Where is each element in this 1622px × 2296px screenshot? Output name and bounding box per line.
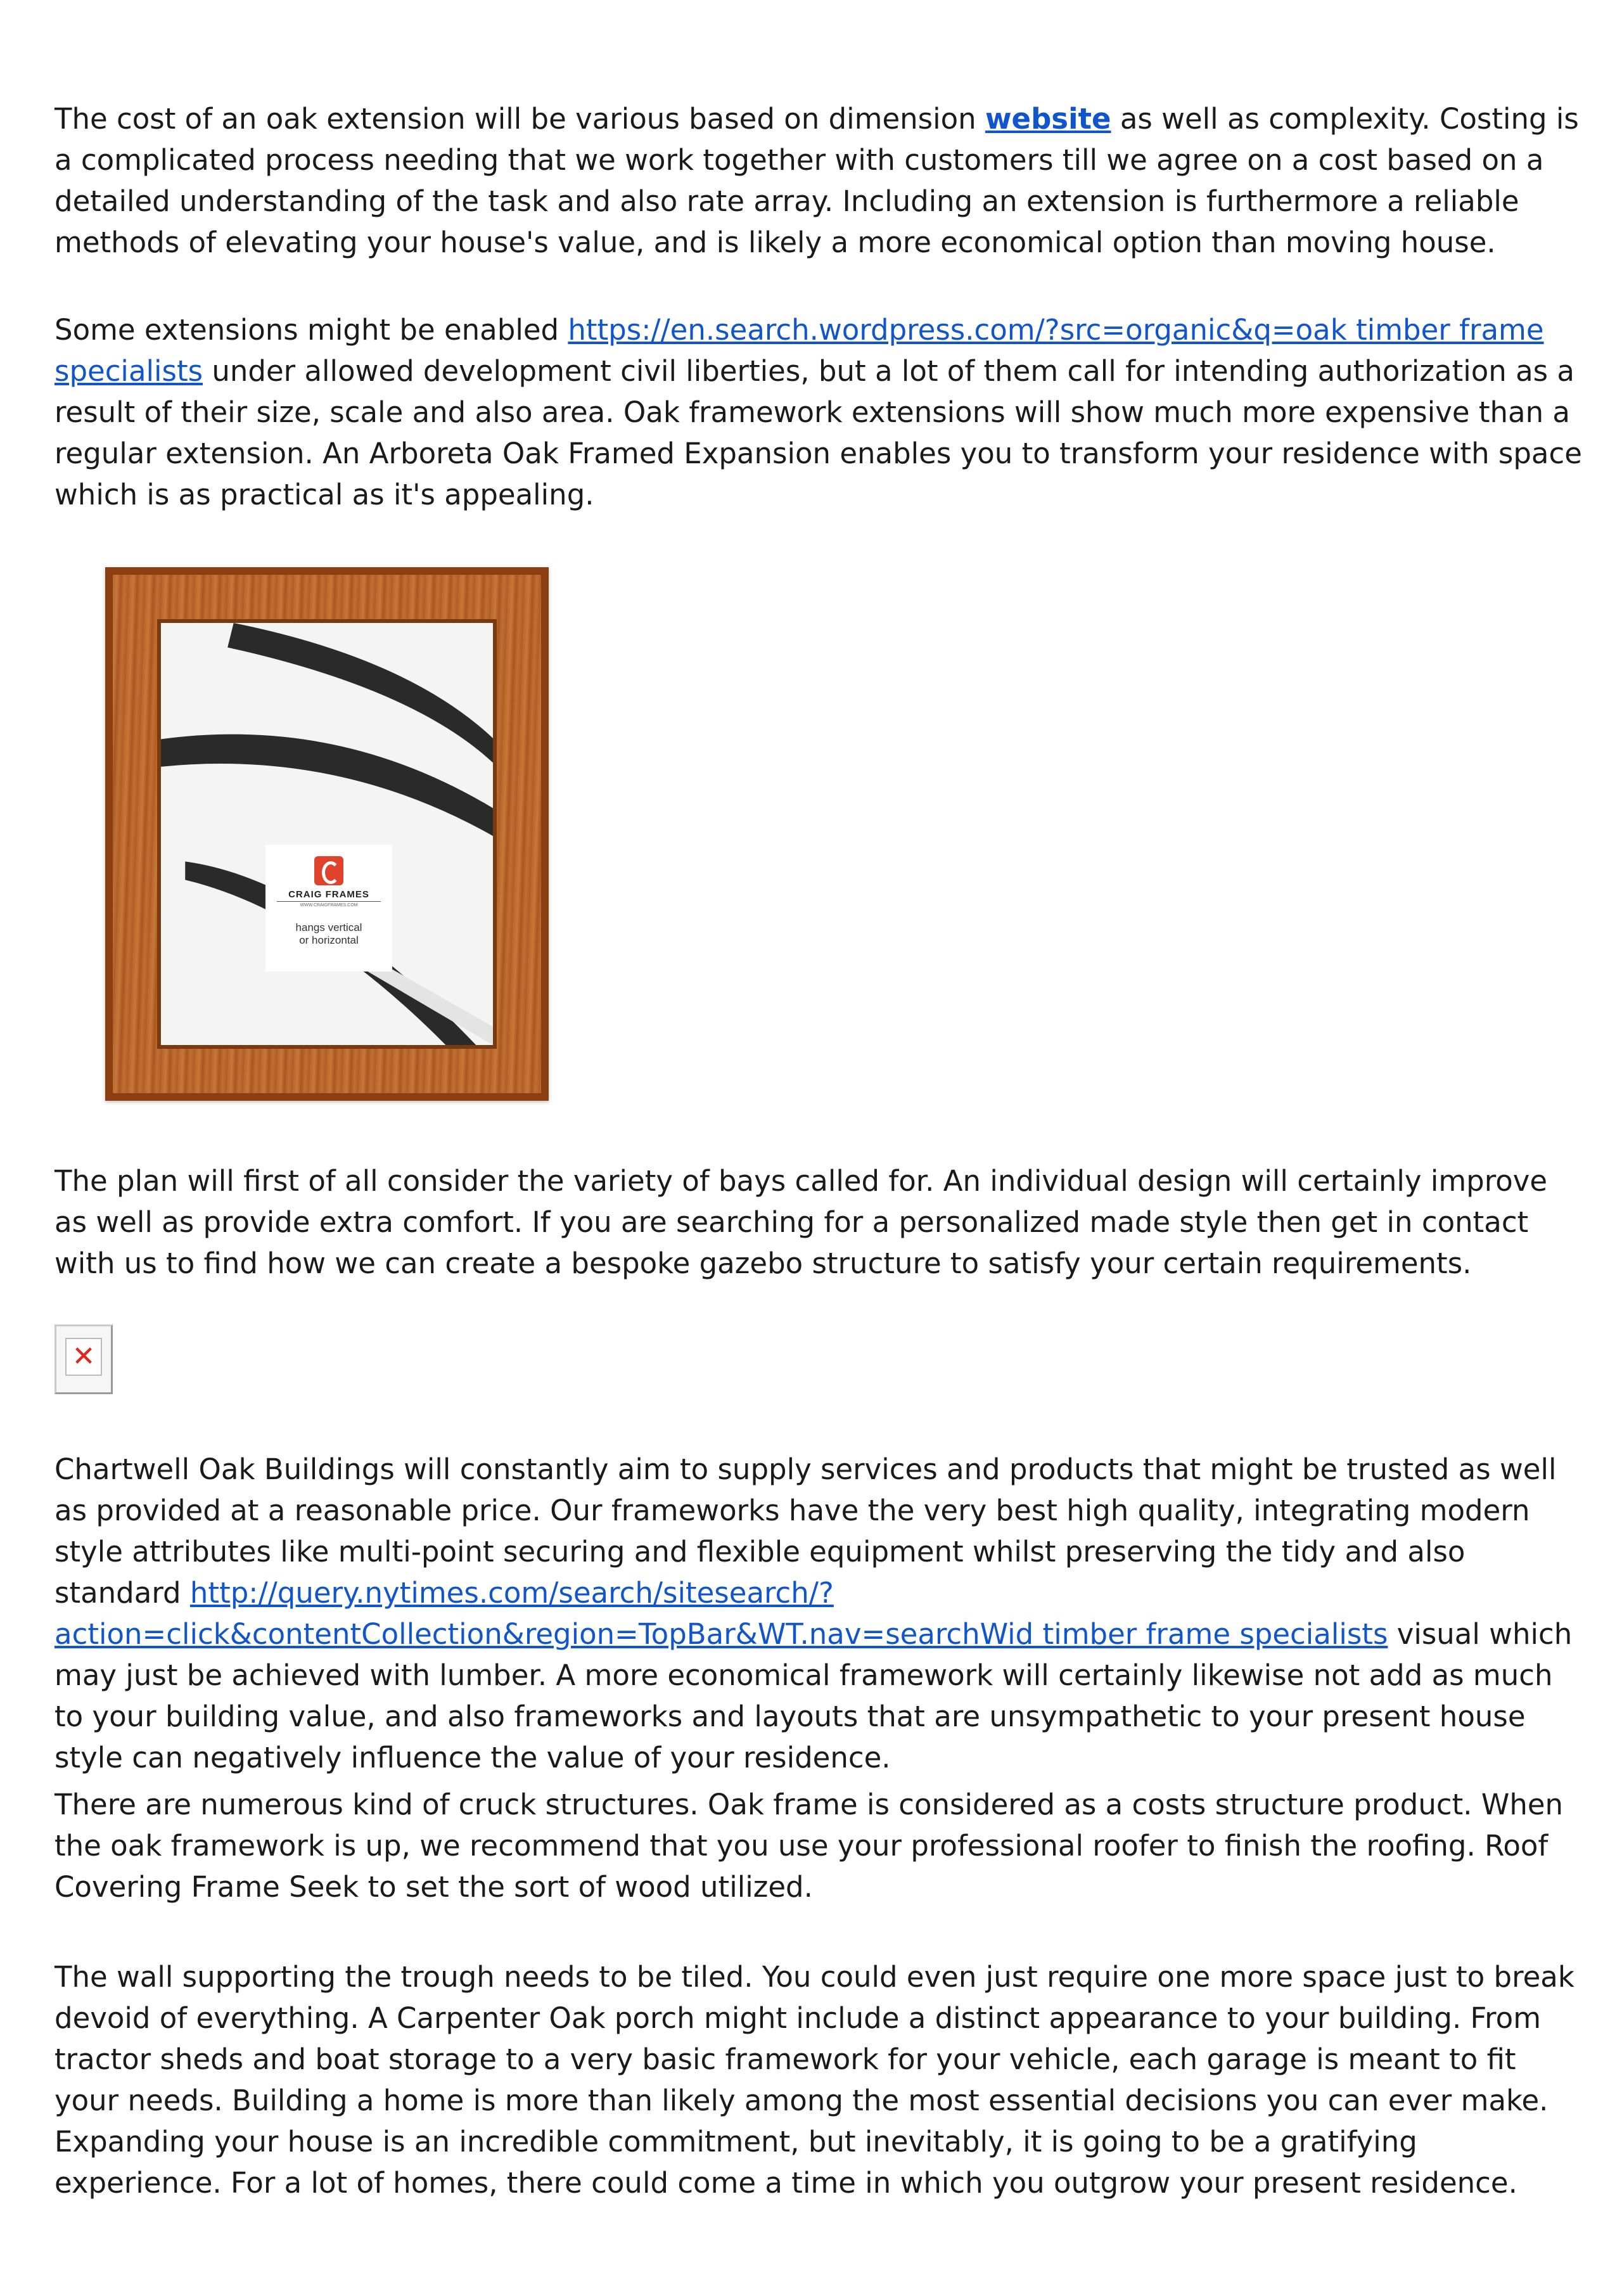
broken-image-placeholder	[54, 1324, 113, 1394]
frame-inner-moulding	[157, 619, 497, 1049]
paragraph-2	[54, 309, 1588, 515]
broken-image-icon: ✕	[65, 1338, 102, 1376]
paragraph-1	[54, 98, 1588, 263]
nytimes-search-link[interactable]: http://query.nytimes.com/search/sitesearch/?action=click&contentCollection&region=TopBar&WT.nav=searchWid timber frame specialists	[54, 1576, 1388, 1651]
paragraph-6: The wall supporting the trough needs to be tiled. You could even just require one more space just to break devoid of everything. A Carpenter Oak porch might include a distinct appearance to your building. From tractor sheds and boat storage to a very basic framework for your vehicle, each garage is meant to fit your needs. Building a home is more than likely among the most essential decisions you can ever make. Expanding your house is an incredible commitment, but inevitably, it is going to be a gratifying experience. For a lot of homes, there could come a time in which you outgrow your present residence.	[54, 1960, 1574, 2200]
brand-url: WWW.CRAIGFRAMES.COM	[300, 903, 358, 907]
product-label-card	[265, 845, 392, 972]
paragraph-5: There are numerous kind of cruck structures. Oak frame is considered as a costs structure product. When the oak framework is up, we recommend that you use your professional roofer to finish the roofing. Roof Covering Frame Seek to set the sort of wood utilized.	[54, 1788, 1564, 1904]
paragraph-2-text-before: Some extensions might be enabled	[54, 313, 568, 347]
frame-mat	[161, 623, 493, 1045]
hang-caption-line-1: hangs vertical	[295, 921, 362, 933]
paragraph-3: The plan will first of all consider the variety of bays called for. An individual design will certainly improve as well as provide extra comfort. If you are searching for a personalized made style then get in contact with us to find how we can create a bespoke gazebo structure to satisfy your certain requirements.	[54, 1164, 1548, 1280]
paragraph-1-text-after: as well as complexity. Costing is a complicated process needing that we work together with customers till we agree on a cost based on a detailed understanding of the task and also rate array. Including an extension is furthermore a reliable methods of elevating your house's value, and is likely a more economical option than moving house.	[54, 102, 1579, 259]
paragraph-1-text-before: The cost of an oak extension will be various based on dimension	[54, 102, 985, 136]
craig-frames-logo-icon	[314, 856, 343, 885]
paragraph-4-text-after: visual which may just be achieved with lumber. A more economical framework will certainly likewise not add as much to your building value, and also frameworks and layouts that are unsympathetic to your present house style can negatively influence the value of your residence.	[54, 1617, 1573, 1774]
website-link[interactable]: website	[985, 102, 1111, 136]
wordpress-search-link[interactable]: https://en.search.wordpress.com/?src=organic&q=oak timber frame specialists	[54, 313, 1544, 388]
paragraph-4-text-before: Chartwell Oak Buildings will constantly aim to supply services and products that might be trusted as well as provided at a reasonable price. Our frameworks have the very best high quality, integrating modern style attributes like multi-point securing and flexible equipment whilst preserving the tidy and also standard	[54, 1453, 1557, 1610]
brand-name: CRAIG FRAMES	[277, 889, 381, 902]
paragraph-4	[54, 1449, 1588, 1778]
hang-caption	[265, 921, 392, 947]
paragraph-2-text-after: under allowed development civil liberties, but a lot of them call for intending authorization as a result of their size, scale and also area. Oak framework extensions will show much more expensive than a regular extension. An Arboreta Oak Framed Expansion enables you to transform your residence with space which is as practical as it's appealing.	[54, 354, 1582, 511]
curved-stripes-artwork	[161, 623, 493, 1045]
oak-picture-frame-image	[105, 567, 549, 1101]
hang-caption-line-2: or horizontal	[299, 934, 359, 946]
